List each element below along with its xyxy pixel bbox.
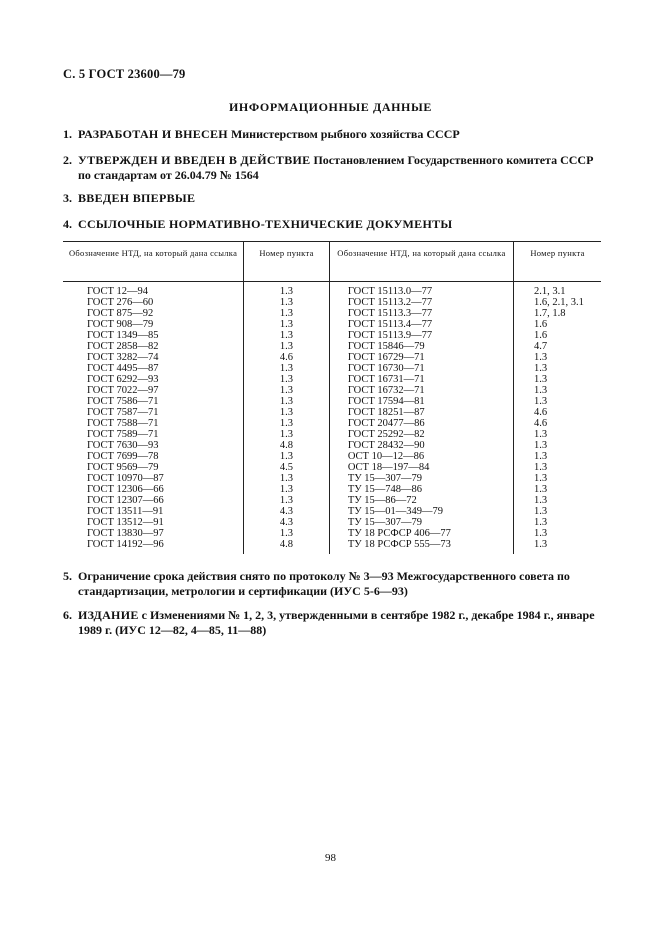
table-row bbox=[63, 506, 601, 517]
clause-number: 1.3 bbox=[244, 308, 330, 319]
ntd-designation: ТУ 18 РСФСР 406—77 bbox=[329, 528, 513, 539]
clause-number: 1.3 bbox=[514, 495, 601, 506]
item-text: Постановлением Государственного комитета СССР по стандартам от 26.04.79 № 1564 bbox=[78, 153, 594, 182]
table-row bbox=[63, 352, 601, 363]
table-row bbox=[63, 473, 601, 484]
clause-number: 4.3 bbox=[244, 517, 330, 528]
clause-number: 2.1, 3.1 bbox=[514, 282, 601, 298]
ntd-designation: ГОСТ 15113.2—77 bbox=[329, 297, 513, 308]
clause-number: 1.3 bbox=[244, 363, 330, 374]
table-row bbox=[63, 308, 601, 319]
clause-number: 1.7, 1.8 bbox=[514, 308, 601, 319]
info-item-3 bbox=[63, 191, 603, 206]
table-row bbox=[63, 451, 601, 462]
item-number: 4. bbox=[63, 217, 72, 231]
table-row bbox=[63, 429, 601, 440]
header-designation: Обозначение НТД, на который дана ссылка bbox=[329, 242, 513, 282]
ntd-designation: ОСТ 18—197—84 bbox=[329, 462, 513, 473]
ntd-designation: ГОСТ 12307—66 bbox=[87, 495, 164, 506]
item-text: Министерством рыбного хозяйства СССР bbox=[227, 127, 460, 141]
clause-number: 1.3 bbox=[514, 528, 601, 539]
ntd-designation: ТУ 15—307—79 bbox=[329, 473, 513, 484]
ntd-designation: ГОСТ 875—92 bbox=[87, 308, 154, 319]
ntd-designation: ГОСТ 18251—87 bbox=[329, 407, 513, 418]
table-row bbox=[63, 396, 601, 407]
ntd-designation: ТУ 15—307—79 bbox=[329, 517, 513, 528]
ntd-designation: ГОСТ 908—79 bbox=[87, 319, 154, 330]
clause-number: 1.3 bbox=[514, 363, 601, 374]
clause-number: 1.3 bbox=[514, 440, 601, 451]
ntd-designation: ТУ 15—01—349—79 bbox=[329, 506, 513, 517]
ntd-designation: ГОСТ 6292—93 bbox=[87, 374, 159, 385]
ntd-designation: ГОСТ 7589—71 bbox=[87, 429, 159, 440]
ntd-designation: ГОСТ 10970—87 bbox=[87, 473, 164, 484]
table-row bbox=[63, 462, 601, 473]
clause-number: 4.3 bbox=[244, 506, 330, 517]
ntd-designation: ГОСТ 12—94 bbox=[87, 286, 149, 297]
table-row bbox=[63, 440, 601, 451]
clause-number: 4.8 bbox=[244, 440, 330, 451]
clause-number: 1.3 bbox=[514, 506, 601, 517]
ntd-designation: ГОСТ 276—60 bbox=[87, 297, 154, 308]
clause-number: 1.3 bbox=[244, 473, 330, 484]
item-caption: ВВЕДЕН ВПЕРВЫЕ bbox=[78, 191, 196, 205]
table-row bbox=[63, 341, 601, 352]
table-row bbox=[63, 407, 601, 418]
item-caption: УТВЕРЖДЕН И ВВЕДЕН В ДЕЙСТВИЕ bbox=[78, 153, 311, 167]
ntd-designation: ГОСТ 4495—87 bbox=[87, 363, 159, 374]
item-caption: РАЗРАБОТАН И ВНЕСЕН bbox=[78, 127, 228, 141]
table-row bbox=[63, 374, 601, 385]
table-row bbox=[63, 495, 601, 506]
table-row bbox=[63, 330, 601, 341]
ntd-designation: ГОСТ 7630—93 bbox=[87, 440, 159, 451]
ntd-designation: ГОСТ 14192—96 bbox=[87, 539, 164, 550]
ntd-designation: ГОСТ 13511—91 bbox=[87, 506, 164, 517]
clause-number: 4.6 bbox=[514, 407, 601, 418]
clause-number: 1.3 bbox=[244, 385, 330, 396]
ntd-designation: ГОСТ 16732—71 bbox=[329, 385, 513, 396]
ntd-designation: ГОСТ 15113.3—77 bbox=[329, 308, 513, 319]
item-number: 2. bbox=[63, 153, 72, 167]
ntd-designation: ГОСТ 28432—90 bbox=[329, 440, 513, 451]
ntd-designation: ТУ 15—748—86 bbox=[329, 484, 513, 495]
clause-number: 1.3 bbox=[514, 517, 601, 528]
page-number: 98 bbox=[325, 852, 336, 864]
ntd-designation: ГОСТ 12306—66 bbox=[87, 484, 164, 495]
table-row bbox=[63, 363, 601, 374]
clause-number: 1.3 bbox=[514, 374, 601, 385]
clause-number: 1.3 bbox=[514, 451, 601, 462]
ntd-designation: ГОСТ 7022—97 bbox=[87, 385, 159, 396]
ntd-designation: ГОСТ 7587—71 bbox=[87, 407, 159, 418]
ntd-designation: ГОСТ 16729—71 bbox=[329, 352, 513, 363]
ntd-designation: ГОСТ 13830—97 bbox=[87, 528, 164, 539]
clause-number: 1.3 bbox=[244, 495, 330, 506]
clause-number: 1.3 bbox=[244, 484, 330, 495]
info-item-2 bbox=[63, 153, 603, 183]
clause-number: 1.3 bbox=[244, 407, 330, 418]
ntd-designation: ГОСТ 7586—71 bbox=[87, 396, 159, 407]
clause-number: 1.3 bbox=[514, 473, 601, 484]
ntd-designation: ТУ 18 РСФСР 555—73 bbox=[329, 539, 513, 554]
ntd-designation: ГОСТ 15113.4—77 bbox=[329, 319, 513, 330]
reference-documents-table bbox=[63, 241, 601, 554]
clause-number: 1.3 bbox=[244, 282, 330, 298]
clause-number: 1.3 bbox=[244, 341, 330, 352]
item-number: 5. bbox=[63, 569, 72, 583]
item-number: 3. bbox=[63, 191, 72, 205]
clause-number: 1.3 bbox=[514, 396, 601, 407]
item-text: Ограничение срока действия снято по протоколу № 3—93 Межгосударственного совета по стандартизации, метрологии и сертификации (ИУС 5-6—93) bbox=[78, 569, 570, 598]
clause-number: 1.3 bbox=[244, 429, 330, 440]
table-row bbox=[63, 282, 601, 298]
info-item-6 bbox=[63, 608, 603, 638]
clause-number: 1.3 bbox=[514, 462, 601, 473]
table-row bbox=[63, 517, 601, 528]
ntd-designation: ГОСТ 16730—71 bbox=[329, 363, 513, 374]
ntd-designation: ГОСТ 7699—78 bbox=[87, 451, 159, 462]
info-item-4 bbox=[63, 217, 603, 232]
clause-number: 1.3 bbox=[514, 352, 601, 363]
header-clause: Номер пункта bbox=[244, 242, 330, 282]
ntd-designation: ГОСТ 7588—71 bbox=[87, 418, 159, 429]
ntd-designation: ТУ 15—86—72 bbox=[329, 495, 513, 506]
table-row bbox=[63, 484, 601, 495]
info-item-1 bbox=[63, 127, 603, 142]
table-row bbox=[63, 418, 601, 429]
clause-number: 1.3 bbox=[244, 374, 330, 385]
item-number: 6. bbox=[63, 608, 72, 622]
item-text: с Изменениями № 1, 2, 3, утвержденными в сентябре 1982 г., декабре 1984 г., январе 1989 г. (ИУС 12—82, 4—85, 11—88) bbox=[78, 608, 595, 637]
item-number: 1. bbox=[63, 127, 72, 141]
ntd-designation: ГОСТ 20477—86 bbox=[329, 418, 513, 429]
table-row bbox=[63, 528, 601, 539]
ntd-designation: ГОСТ 16731—71 bbox=[329, 374, 513, 385]
item-caption: ССЫЛОЧНЫЕ НОРМАТИВНО-ТЕХНИЧЕСКИЕ ДОКУМЕНТЫ bbox=[78, 217, 453, 231]
ntd-designation: ГОСТ 15113.9—77 bbox=[329, 330, 513, 341]
ntd-designation: ГОСТ 17594—81 bbox=[329, 396, 513, 407]
ntd-designation: ГОСТ 13512—91 bbox=[87, 517, 164, 528]
ntd-designation: ГОСТ 1349—85 bbox=[87, 330, 159, 341]
ntd-designation: ГОСТ 3282—74 bbox=[87, 352, 159, 363]
clause-number: 1.3 bbox=[244, 418, 330, 429]
ntd-designation: ГОСТ 2858—82 bbox=[87, 341, 159, 352]
ntd-designation: ГОСТ 9569—79 bbox=[87, 462, 159, 473]
table-row bbox=[63, 319, 601, 330]
table-body bbox=[63, 282, 601, 555]
clause-number: 4.7 bbox=[514, 341, 601, 352]
ntd-designation: ГОСТ 25292—82 bbox=[329, 429, 513, 440]
table-row bbox=[63, 297, 601, 308]
clause-number: 1.3 bbox=[514, 429, 601, 440]
page-header: С. 5 ГОСТ 23600—79 bbox=[63, 67, 186, 81]
clause-number: 1.6 bbox=[514, 330, 601, 341]
clause-number: 4.6 bbox=[514, 418, 601, 429]
clause-number: 1.3 bbox=[244, 297, 330, 308]
clause-number: 1.6 bbox=[514, 319, 601, 330]
header-designation: Обозначение НТД, на который дана ссылка bbox=[63, 242, 244, 282]
table-row bbox=[63, 539, 601, 554]
clause-number: 1.3 bbox=[244, 319, 330, 330]
clause-number: 4.5 bbox=[244, 462, 330, 473]
item-caption: ИЗДАНИЕ bbox=[78, 608, 139, 622]
clause-number: 1.3 bbox=[244, 330, 330, 341]
ntd-designation: ГОСТ 15846—79 bbox=[329, 341, 513, 352]
header-clause: Номер пункта bbox=[514, 242, 601, 282]
clause-number: 1.3 bbox=[514, 539, 601, 554]
clause-number: 1.3 bbox=[244, 396, 330, 407]
clause-number: 1.3 bbox=[514, 385, 601, 396]
clause-number: 4.8 bbox=[244, 539, 330, 554]
clause-number: 1.3 bbox=[244, 528, 330, 539]
clause-number: 1.3 bbox=[244, 451, 330, 462]
table-row bbox=[63, 385, 601, 396]
table-header-row bbox=[63, 242, 601, 282]
clause-number: 4.6 bbox=[244, 352, 330, 363]
ntd-designation: ОСТ 10—12—86 bbox=[329, 451, 513, 462]
clause-number: 1.6, 2.1, 3.1 bbox=[514, 297, 601, 308]
section-title: ИНФОРМАЦИОННЫЕ ДАННЫЕ bbox=[229, 100, 432, 114]
ntd-designation: ГОСТ 15113.0—77 bbox=[329, 282, 513, 298]
clause-number: 1.3 bbox=[514, 484, 601, 495]
info-item-5 bbox=[63, 569, 603, 599]
